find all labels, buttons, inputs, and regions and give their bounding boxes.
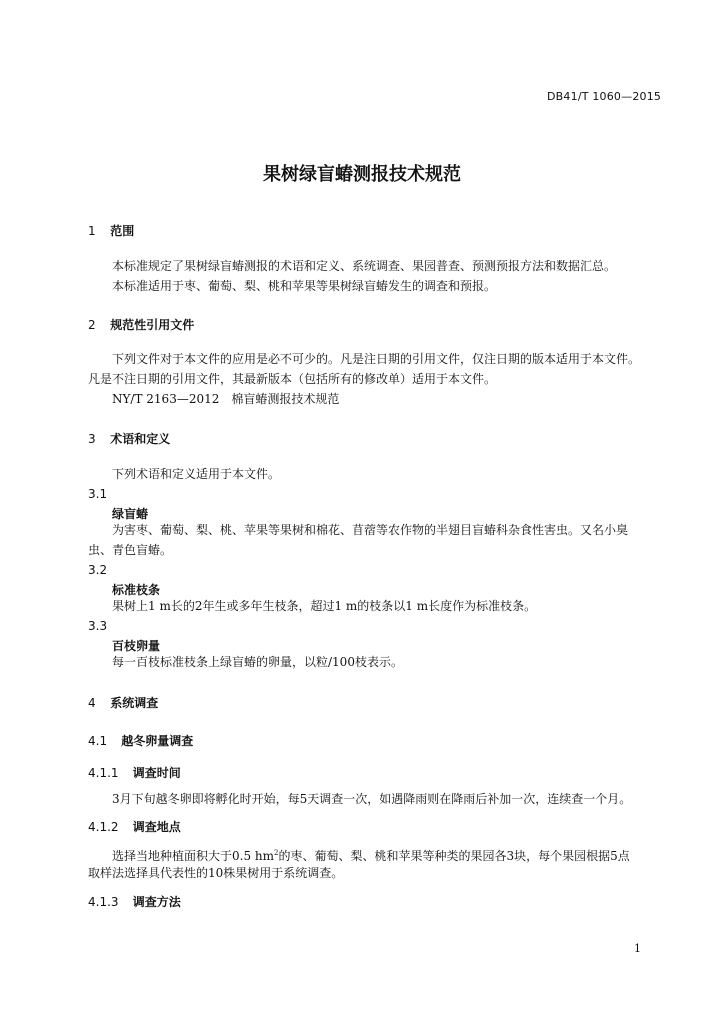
subsection-4-1-2-heading <box>88 818 181 835</box>
paragraph-part: 的枣、葡萄、梨、桃和苹果等种类的果园各3块，每个果园根据5点 <box>278 849 630 863</box>
term-definition: 每一百枝标准枝条上绿盲蝽的卵量，以粒/100枝表示。 <box>112 655 403 669</box>
section-title: 系统调查 <box>110 696 159 710</box>
subsection-title: 调查方法 <box>132 895 181 909</box>
paragraph: 取样法选择具代表性的10株果树用于系统调查。 <box>88 866 344 880</box>
section-number: 2 <box>88 318 96 332</box>
term-number: 3.3 <box>88 619 108 633</box>
subsection-number: 4.1.1 <box>88 766 119 780</box>
paragraph: 本标准规定了果树绿盲蝽测报的术语和定义、系统调查、果园普查、预测预报方法和数据汇总。 <box>112 259 617 273</box>
term-number: 3.2 <box>88 563 108 577</box>
subsection-number: 4.1 <box>88 734 108 748</box>
section-3-heading <box>88 430 170 447</box>
term-name: 标准枝条 <box>112 583 161 597</box>
document-id: DB41/T 1060—2015 <box>547 90 662 103</box>
subsection-title: 调查时间 <box>132 766 181 780</box>
page-title: 果树绿盲蝽测报技术规范 <box>263 164 461 185</box>
term-definition: 虫、青色盲蝽。 <box>88 543 173 557</box>
section-title: 规范性引用文件 <box>110 318 195 332</box>
paragraph: 下列文件对于本文件的应用是必不可少的。凡是注日期的引用文件，仅注日期的版本适用于本文件。 <box>112 352 641 366</box>
section-title: 术语和定义 <box>110 432 171 446</box>
paragraph: 下列术语和定义适用于本文件。 <box>112 467 281 481</box>
term-number: 3.1 <box>88 487 108 501</box>
term-name: 百枝卵量 <box>112 639 161 653</box>
subsection-number: 4.1.2 <box>88 820 119 834</box>
term-name: 绿盲蝽 <box>112 507 149 521</box>
subsection-4-1-3-heading <box>88 893 181 910</box>
subsection-title: 越冬卵量调查 <box>121 734 194 748</box>
section-2-heading <box>88 316 194 333</box>
subsection-4-1-heading <box>88 732 193 749</box>
reference-item: NY/T 2163—2012 棉盲蝽测报技术规范 <box>112 392 340 406</box>
paragraph: 本标准适用于枣、葡萄、梨、桃和苹果等果树绿盲蝽发生的调查和预报。 <box>112 279 497 293</box>
section-number: 4 <box>88 696 96 710</box>
section-title: 范围 <box>110 224 135 238</box>
term-definition: 果树上1 m长的2年生或多年生枝条，超过1 m的枝条以1 m长度作为标准枝条。 <box>112 599 537 613</box>
term-definition: 为害枣、葡萄、梨、桃、苹果等果树和棉花、苜蓿等农作物的半翅目盲蝽科杂食性害虫。又名小臭 <box>112 523 629 537</box>
page-number: 1 <box>634 942 641 955</box>
paragraph: 凡是不注日期的引用文件，其最新版本（包括所有的修改单）适用于本文件。 <box>88 372 497 386</box>
paragraph-part: 选择当地种植面积大于0.5 hm <box>112 849 275 863</box>
section-1-heading <box>88 222 134 239</box>
section-number: 1 <box>88 224 96 238</box>
section-4-heading <box>88 694 158 711</box>
paragraph: 3月下旬越冬卵即将孵化时开始，每5天调查一次，如遇降雨则在降雨后补加一次，连续查一个月。 <box>112 792 632 806</box>
superscript: 2 <box>274 849 279 857</box>
section-number: 3 <box>88 432 96 446</box>
subsection-title: 调查地点 <box>132 820 181 834</box>
subsection-4-1-1-heading <box>88 764 181 781</box>
subsection-number: 4.1.3 <box>88 895 119 909</box>
